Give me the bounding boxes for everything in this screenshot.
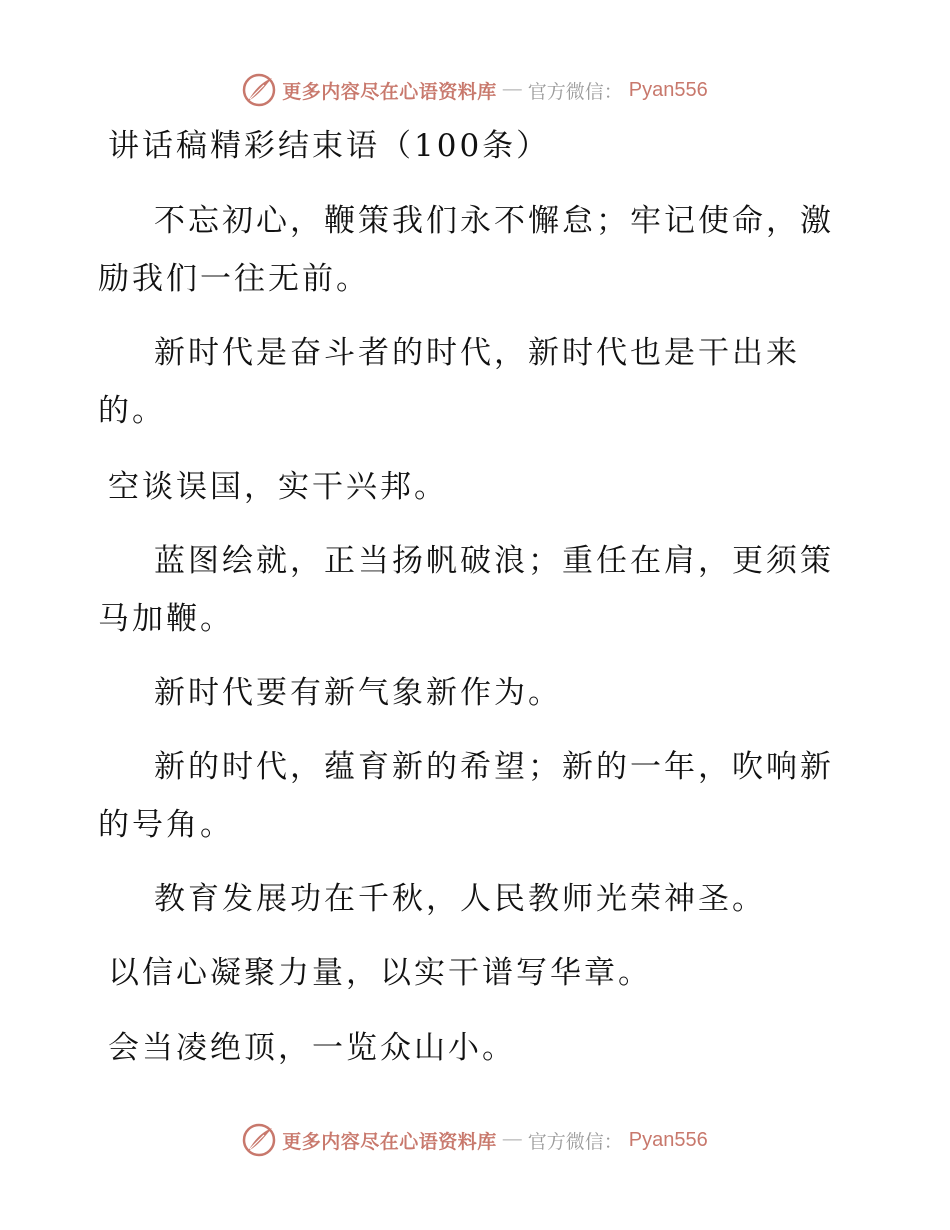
header-banner: [0, 70, 950, 110]
footer-wechat-label: 官方微信：: [527, 1130, 623, 1153]
text-line-7: 马加鞭。: [98, 601, 234, 637]
text-line-1: 不忘初心，鞭策我们永不懈怠；牢记使命，激: [154, 203, 834, 239]
banner-wechat-id: Pyan556: [628, 78, 708, 101]
document-title: 讲话稿精彩结束语（100条）: [108, 128, 551, 164]
text-line-10: 的号角。: [98, 807, 234, 843]
text-line-9: 新的时代，蕴育新的希望；新的一年，吹响新: [154, 749, 834, 785]
text-line-8: 新时代要有新气象新作为。: [154, 675, 562, 711]
banner-separator: —: [502, 79, 522, 100]
footer-brand-text: 更多内容尽在心语资料库: [282, 1130, 497, 1153]
quill-logo-icon: [242, 73, 276, 107]
quill-logo-icon: [242, 1123, 276, 1157]
text-line-11: 教育发展功在千秋，人民教师光荣神圣。: [154, 881, 766, 917]
text-line-13: 会当凌绝顶，一览众山小。: [108, 1030, 516, 1066]
footer-wechat-id: Pyan556: [628, 1128, 708, 1151]
text-line-5: 空谈误国，实干兴邦。: [108, 469, 448, 505]
banner-brand-text: 更多内容尽在心语资料库: [282, 80, 497, 103]
footer-banner: [0, 1120, 950, 1160]
text-line-2: 励我们一往无前。: [98, 261, 370, 297]
text-line-4: 的。: [98, 393, 166, 429]
text-line-12: 以信心凝聚力量，以实干谱写华章。: [108, 955, 652, 991]
footer-separator: —: [502, 1129, 522, 1150]
text-line-3: 新时代是奋斗者的时代，新时代也是干出来: [154, 335, 800, 371]
text-line-6: 蓝图绘就，正当扬帆破浪；重任在肩，更须策: [154, 543, 834, 579]
banner-wechat-label: 官方微信：: [527, 80, 623, 103]
